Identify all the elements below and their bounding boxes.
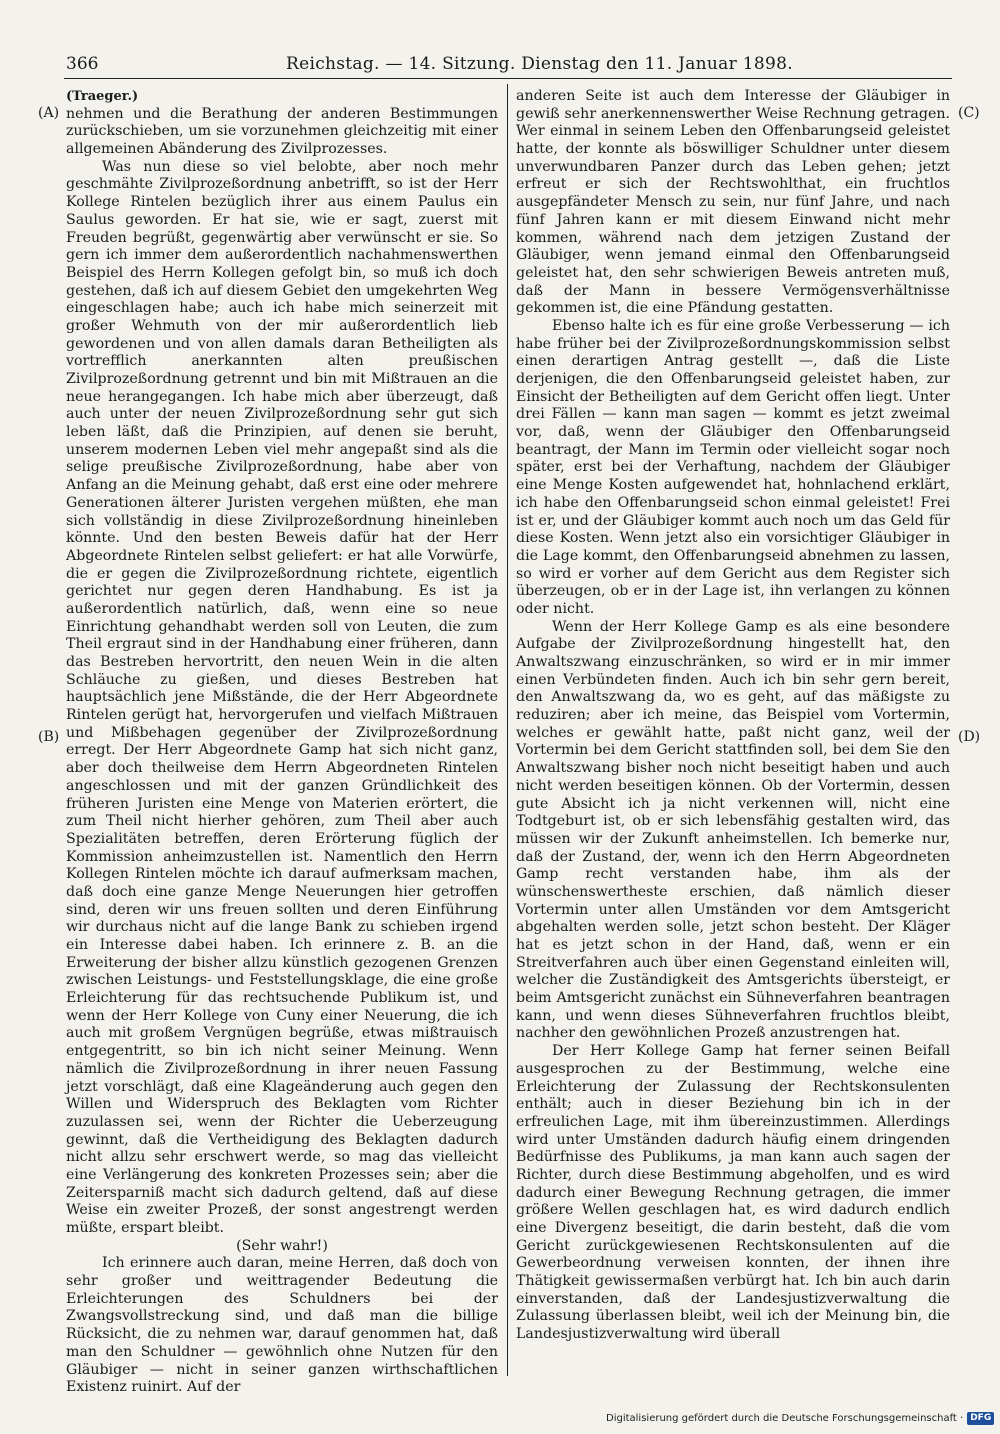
column-divider — [507, 84, 508, 1376]
paragraph: nehmen und die Berathung der anderen Bestimmungen zurückschieben, um sie vorzunehmen gleichzeitig mit einer allgemeinen Abänderung des Zivilprozesses. — [66, 105, 498, 158]
margin-mark-a: (A) — [38, 105, 60, 121]
margin-mark-c: (C) — [958, 105, 980, 121]
margin-mark-d: (D) — [958, 729, 981, 745]
header-rule — [64, 78, 952, 79]
paragraph: Was nun diese so viel belobte, aber noch mehr geschmähte Zivilprozeßordnung anbetrifft, so ist der Herr Kollege Rintelen bezüglich ihrer aus einem Paulus ein Saulus geworden. Er hat sie, wie er sagt, zuerst mit Freuden begrüßt, gegenwärtig aber verwünscht er sie. So gern ich immer dem außerordentlich nachahmenswerthen Beispiel des Herrn Kollegen gefolgt bin, so muß ich doch gestehen, daß ich auf diesem Gebiet den umgekehrten Weg eingeschlagen habe; auch ich habe mich seinerzeit mit großer Wehmuth von der mir außerordentlich lieb gewordenen und von allen damals daran Betheiligten als vortrefflich anerkannten alten preußischen Zivilprozeßordnung getrennt und bin mit Mißtrauen an die neue herangegangen. Ich habe mich aber überzeugt, daß auch unter der neuen Zivilprozeßordnung sehr gut sich leben läßt, daß die Prinzipien, auf denen sie beruht, unserem modernen Leben viel mehr angepaßt sind als die selige preußische Zivilprozeßordnung, habe aber von Anfang an die Meinung gehabt, daß erst eine oder mehrere Generationen älterer Juristen vergehen müßten, ehe man sich vollständig in diese Zivilprozeßordnung hineinleben könnte. Und den besten Beweis dafür hat der Herr Abgeordnete Rintelen selbst geliefert: er hat alle Vorwürfe, die er gegen die Zivilprozeßordnung richtete, eigentlich gerichtet nur gegen deren Handhabung. Es ist ja außerordentlich natürlich, daß, wenn eine so neue Einrichtung gehandhabt werden soll von Leuten, die zum Theil ergraut sind in der Handhabung einer früheren, dann das Bestreben hervortritt, den neuen Wein in die alten Schläuche zu gießen, und dieses Bestreben hat hauptsächlich jene Mißstände, die der Herr Abgeordnete Rintelen gerügt hat, hervorgerufen und vielfach Mißtrauen und Mißbehagen gegenüber der Zivilprozeßordnung erregt. Der Herr Abgeordnete Gamp hat sich nicht ganz, aber doch theilweise dem Herrn Abgeordneten Rintelen angeschlossen und mit der ganzen Gründlichkeit des früheren Juristen eine Menge von Materien erörtert, die zum Theil nicht hierher gehören, zum Theil aber auch Spezialitäten betreffen, deren Erörterung füglich der Kommission anheimzustellen ist. Namentlich den Herrn Kollegen Rintelen möchte ich darauf aufmerksam machen, daß doch eine ganze Menge Neuerungen hier getroffen sind, deren wir uns freuen sollten und deren Einführung wir durchaus nicht auf die lange Bank zu schieben irgend ein Interesse dabei haben. Ich erinnere z. B. an die Erweiterung der bisher allzu künstlich gezogenen Grenzen zwischen Leistungs- und Feststellungsklage, die eine große Erleichterung für das rechtsuchende Publikum ist, und wenn der Herr Kollege von Cuny einer Neuerung, die ich auch mit großem Vergnügen begrüße, etwas mißtrauisch entgegentritt, so bin ich nicht seiner Meinung. Wenn nämlich die Zivilprozeßordnung in ihrer neuen Fassung jetzt vorschlägt, daß eine Klageänderung auch gegen den Willen und Widerspruch des Beklagten vom Richter zuzulassen sei, wenn der Richter die Ueberzeugung gewinnt, daß die Vertheidigung des Beklagten dadurch nicht allzu sehr erschwert werde, so mag das vielleicht eine Verlängerung des konkreten Prozesses sein; aber die Zeitersparniß macht sich dadurch geltend, daß auf diese Weise ein zweiter Prozeß, der sonst angestrengt werden müßte, erspart bleibt. — [66, 158, 498, 1236]
interjection: (Sehr wahr!) — [236, 1237, 328, 1254]
right-column — [516, 88, 950, 1373]
credit-text: Digitalisierung gefördert durch die Deutsche Forschungsgemeinschaft · — [606, 1413, 964, 1424]
paragraph: Ich erinnere auch daran, meine Herren, daß doch von sehr großer und weittragender Bedeutung die Erleichterungen des Schuldners bei der Zwangsvollstreckung sind, und daß man die billige Rücksicht, die zu nehmen war, darauf genommen hat, daß man den Schuldner — gewöhnlich ohne Nutzen für den Gläubiger — nicht in seiner ganzen wirthschaftlichen Existenz ruinirt. Auf der — [66, 1255, 498, 1396]
speaker-name: (Traeger.) — [66, 89, 139, 104]
running-title: Reichstag. — 14. Sitzung. Dienstag den 11. Januar 1898. — [286, 54, 793, 74]
left-column — [66, 88, 498, 1396]
paragraph: anderen Seite ist auch dem Interesse der Gläubiger in gewiß sehr anerkennenswerther Weise Rechnung getragen. Wer einmal in seinem Leben den Offenbarungseid geleistet hatte, der konnte als böswilliger Schuldner unter diesem unverwundbaren Panzer durch das Leben gehen; jetzt erfreut er sich der Rechtswohlthat, ein fruchtlos ausgepfändeter Mensch zu sein, nur fünf Jahre, und nach fünf Jahren kann er mit diesem Einwand nicht mehr kommen, während nach dem jetzigen Zustand der Gläubiger, wenn jemand einmal den Offenbarungseid geleistet hat, den sehr schwierigen Beweis antreten muß, daß der Mann in bessere Vermögensverhältnisse gekommen ist, die eine Pfändung gestatten. — [516, 88, 950, 317]
digitization-credit — [606, 1411, 992, 1427]
paragraph: Der Herr Kollege Gamp hat ferner seinen Beifall ausgesprochen zu der Bestimmung, welche eine Erleichterung der Zulassung der Rechtskonsulenten enthält; auch in dieser Beziehung bin ich in der erfreulichen Lage, mit ihm übereinzustimmen. Allerdings wird unter Umständen dadurch häufig einem dringenden Bedürfnisse des Publikums, ja man kann auch sagen der Richter, durch diese Bestimmung abgeholfen, und es wird dadurch einer Bewegung Rechnung getragen, die immer größere Wellen geschlagen hat, es wird dadurch endlich eine Divergenz beseitigt, die darin besteht, daß die vom Gericht zurückgewiesenen Rechtskonsulenten auf die Gewerbeordnung verweisen konnten, der ihnen ihre Thätigkeit gewissermaßen verbürgt hat. Ich bin auch darin einverstanden, daß der Landesjustizverwaltung die Zulassung überlassen bleibt, weil ich der Meinung bin, die Landesjustizverwaltung wird überall — [516, 1043, 950, 1343]
paragraph: Wenn der Herr Kollege Gamp es als eine besondere Aufgabe der Zivilprozeßordnung hingestellt hat, den Anwaltszwang einzuschränken, so wird er in mir immer einen Verbündeten finden. Auch ich bin sehr gern bereit, den Anwaltszwang da, wo es geht, auf das mäßigste zu reduziren; aber ich meine, das Beispiel vom Vortermin, welches er gewählt hatte, paßt nicht ganz, weil der Vortermin bei dem Gericht stattfinden soll, bei dem Sie den Anwaltszwang bisher noch nicht beseitigt haben und auch nicht werden beseitigen können. Ob der Vortermin, dessen gute Absicht ich ja nicht verkennen will, nicht eine Todtgeburt ist, ob er sich lebensfähig gestalten wird, das müssen wir der Zukunft anheimstellen. Ich bemerke nur, daß der Zustand, der, wenn ich den Herrn Abgeordneten Gamp recht verstanden habe, ihm als der wünschenswertheste erschien, daß nämlich dieser Vortermin unter allen Umständen vor dem Amtsgericht abgehalten werden solle, jetzt schon besteht. Der Kläger hat es jetzt schon in der Hand, daß, wenn er ein Streitverfahren auch über einen Gegenstand einleiten will, welcher die Zuständigkeit des Amtsgerichts übersteigt, er beim Amtsgericht zunächst ein Sühneverfahren beantragen kann, und wenn dieses Sühneverfahren fruchtlos bleibt, nachher den gewöhnlichen Prozeß anzustrengen hat. — [516, 618, 950, 1042]
dfg-logo-icon: DFG — [967, 1412, 994, 1425]
margin-mark-b: (B) — [38, 729, 60, 745]
page-number: 366 — [66, 54, 99, 74]
page-header — [66, 50, 950, 78]
paragraph: Ebenso halte ich es für eine große Verbesserung — ich habe früher bei der Zivilprozeßordnungskommission selbst einen derartigen Antrag gestellt —, daß die Liste derjenigen, die den Offenbarungseid geleistet haben, zur Einsicht der Betheiligten auf dem Gericht offen liegt. Unter drei Fällen — kann man sagen — kommt es jetzt zweimal vor, daß, wenn der Gläubiger den Offenbarungseid beantragt, der Mann im Termin oder vielleicht sogar noch später, erst bei der Verhaftung, nachdem der Gläubiger eine Menge Kosten aufgewendet hat, hohnlachend erklärt, ich habe den Offenbarungseid schon einmal geleistet! Frei ist er, und der Gläubiger kommt auch noch um das Geld für diese Kosten. Wenn jetzt also ein vorsichtiger Gläubiger in die Lage kommt, den Offenbarungseid abnehmen zu lassen, so wird er vorher auf dem Gericht aus dem Register sich überzeugen, ob er in der Lage ist, ihn verlangen zu können oder nicht. — [516, 317, 950, 617]
